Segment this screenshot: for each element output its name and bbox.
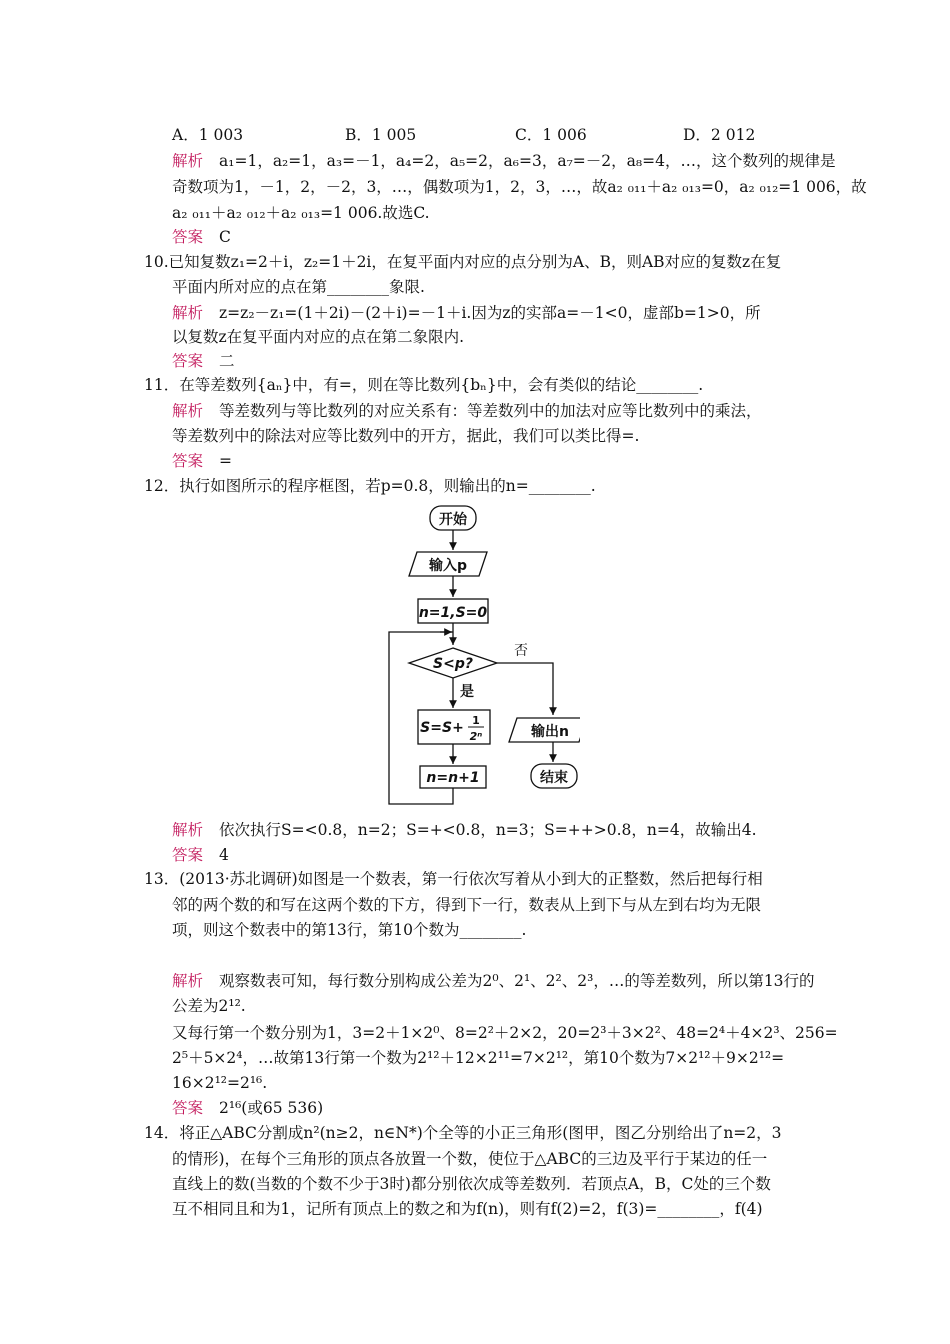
analysis-label: 解析 xyxy=(172,152,204,170)
q10-analysis-line xyxy=(172,300,761,326)
q10-question-line: 10.已知复数z₁=2＋i，z₂=1＋2i，在复平面内对应的点分别为A、B，则AB对应的复数z在复 xyxy=(144,253,782,271)
analysis-label: 解析 xyxy=(172,402,204,420)
q13-analysis-line xyxy=(172,968,815,994)
yes-branch-label: 是 xyxy=(460,684,474,700)
q13-question-line: 13．(2013·苏北调研)如图是一个数表，第一行依次写着从小到大的正整数，然后把每行相 xyxy=(144,870,763,888)
option-b: B．1 005 xyxy=(345,126,417,144)
analysis-label: 解析 xyxy=(172,972,204,990)
fraction-denominator: 2ⁿ xyxy=(469,730,483,743)
option-c: C．1 006 xyxy=(515,126,587,144)
q9-analysis-line: 奇数项为1，－1，2，－2，3，…，偶数项为1，2，3，…，故a₂ ₀₁₁＋a₂ ₀₁₃=0，a₂ ₀₁₂=1 006，故 xyxy=(172,178,867,196)
q10-analysis-text: z=z₂－z₁=(1＋2i)－(2＋i)=－1＋i.因为z的实部a=－1<0，虚部b=1>0，所 xyxy=(219,304,761,322)
q14-question-line: 14．将正△ABC分割成n²(n≥2，n∈N*)个全等的小正三角形(图甲，图乙分别给出了n=2，3 xyxy=(144,1124,782,1142)
init-label: n=1,S=0 xyxy=(418,605,488,621)
q13-answer xyxy=(172,1095,323,1121)
q10-question-line: 平面内所对应的点在第________象限. xyxy=(172,278,425,296)
q9-answer-value: C xyxy=(219,228,231,246)
update-n-label: n=n+1 xyxy=(426,770,480,786)
end-label: 结束 xyxy=(540,770,568,786)
q10-answer xyxy=(172,348,235,374)
q13-analysis-line: 16×2¹²=2¹⁶. xyxy=(172,1074,268,1092)
q14-question-line: 互不相同且和为1，记所有顶点上的数之和为f(n)，则有f(2)=2，f(3)=________，f(4) xyxy=(172,1200,763,1218)
answer-label: 答案 xyxy=(172,452,204,470)
answer-label: 答案 xyxy=(172,1099,204,1117)
q11-question: 11．在等差数列{aₙ}中，有=，则在等比数列{bₙ}中，会有类似的结论________. xyxy=(144,376,704,394)
answer-label: 答案 xyxy=(172,228,204,246)
answer-label: 答案 xyxy=(172,846,204,864)
q13-question-line: 项，则这个数表中的第13行，第10个数为________. xyxy=(172,921,527,939)
q12-answer xyxy=(172,842,229,868)
program-flowchart xyxy=(380,500,580,810)
q10-analysis-line: 以复数z在复平面内对应的点在第二象限内. xyxy=(172,328,465,346)
q11-analysis-line xyxy=(172,398,762,424)
q13-analysis-text: 观察数表可知，每行数分别构成公差为2⁰、2¹、2²、2³，…的等差数列，所以第13行的 xyxy=(219,972,815,990)
q9-analysis-line: a₂ ₀₁₁＋a₂ ₀₁₂＋a₂ ₀₁₃=1 006.故选C. xyxy=(172,204,430,222)
no-branch-label: 否 xyxy=(514,643,528,659)
condition-label: S<p? xyxy=(433,656,473,672)
output-label: 输出n xyxy=(531,724,569,740)
q11-answer-value: = xyxy=(219,452,233,470)
q9-analysis-text: a₁=1，a₂=1，a₃=－1，a₄=2，a₅=2，a₆=3，a₇=－2，a₈=4，…，这个数列的规律是 xyxy=(219,152,836,170)
q14-question-line: 直线上的数(当数的个数不少于3时)都分别依次成等差数列．若顶点A，B，C处的三个数 xyxy=(172,1175,771,1193)
q13-analysis-line: 2⁵＋5×2⁴，…故第13行第一个数为2¹²＋12×2¹¹=7×2¹²，第10个数为7×2¹²＋9×2¹²= xyxy=(172,1049,785,1067)
q9-answer xyxy=(172,224,231,250)
update-s-label: S=S+ xyxy=(420,720,464,736)
q12-answer-value: 4 xyxy=(219,846,229,864)
q12-analysis-text: 依次执行S=<0.8，n=2；S=+<0.8，n=3；S=++>0.8，n=4，故输出4. xyxy=(219,821,757,839)
q13-answer-value: 2¹⁶(或65 536) xyxy=(219,1099,324,1117)
q11-analysis-line: 等差数列中的除法对应等比数列中的开方，据此，我们可以类比得=. xyxy=(172,427,640,445)
answer-label: 答案 xyxy=(172,352,204,370)
q9-analysis-line xyxy=(172,148,835,174)
analysis-label: 解析 xyxy=(172,304,204,322)
q10-answer-value: 二 xyxy=(219,352,235,370)
q13-analysis-line: 公差为2¹². xyxy=(172,997,246,1015)
q12-analysis-line xyxy=(172,817,757,843)
option-d: D．2 012 xyxy=(683,126,756,144)
q11-answer xyxy=(172,448,232,474)
input-label: 输入p xyxy=(428,558,468,574)
q13-analysis-line: 又每行第一个数分别为1，3=2＋1×2⁰、8=2²＋2×2，20=2³＋3×2²、48=2⁴＋4×2³、256= xyxy=(172,1024,838,1042)
q13-question-line: 邻的两个数的和写在这两个数的下方，得到下一行，数表从上到下与从左到右均为无限 xyxy=(172,896,762,914)
q14-question-line: 的情形)，在每个三角形的顶点各放置一个数，使位于△ABC的三边及平行于某边的任一 xyxy=(172,1150,768,1168)
fraction-numerator: 1 xyxy=(472,714,480,727)
analysis-label: 解析 xyxy=(172,821,204,839)
start-label: 开始 xyxy=(439,512,467,528)
q11-analysis-text: 等差数列与等比数列的对应关系有：等差数列中的加法对应等比数列中的乘法， xyxy=(219,402,762,420)
q12-question: 12．执行如图所示的程序框图，若p=0.8，则输出的n=________. xyxy=(144,477,596,495)
option-a: A．1 003 xyxy=(172,126,244,144)
